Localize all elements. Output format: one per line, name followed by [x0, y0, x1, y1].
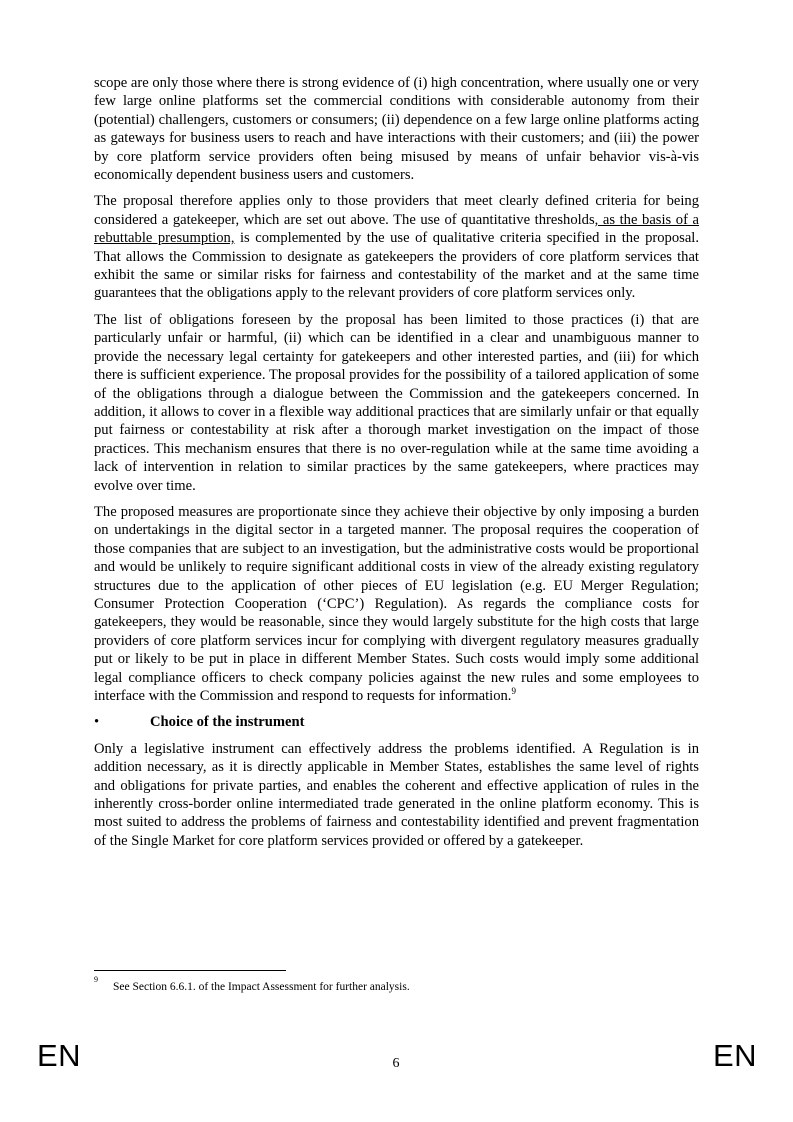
- footnote-number: 9: [94, 975, 98, 984]
- page-body: [94, 74, 699, 858]
- paragraph-obligations: [94, 311, 699, 495]
- paragraph-obligations-text: The list of obligations foreseen by the proposal has been limited to those practices (i) that are particularly unfair or harmful, (ii) which can be identified in a clear and unambiguous manner to provide the necessary legal certainty for gatekeepers and other interested parties, and (iii) for which there is sufficient experience. The proposal provides for the possibility of a tailored application of some of the obligations through a dialogue between the Commission and the gatekeepers concerned. In addition, it allows to cover in a flexible way additional practices that are similarly unfair or that equally put fairness or contestability at risk after a thorough market investigation on the impact of those practices. This mechanism ensures that there is no over-regulation while at the same time avoiding a lack of intervention in relation to similar practices by the same gatekeepers, where practices may evolve over time.: [94, 311, 699, 494]
- paragraph-gatekeeper-criteria: [94, 192, 699, 302]
- paragraph-proportionality: [94, 503, 699, 705]
- bullet-icon: •: [94, 714, 100, 731]
- footnote-divider: [94, 970, 286, 971]
- footnote: [94, 975, 699, 994]
- footer-language-right: EN: [713, 1038, 758, 1073]
- paragraph-gatekeeper-criteria-start: The proposal therefore applies only to those providers that meet clearly defined criteria for being considered a gatekeeper, which are set out above. The use of quantitative thresholds: [94, 193, 699, 228]
- footnote-text: See Section 6.6.1. of the Impact Assessment for further analysis.: [113, 981, 410, 993]
- underlined-rebuttable-presumption: , as the basis of a rebuttable presumption,: [94, 211, 700, 247]
- paragraph-choice-of-instrument: [94, 740, 699, 850]
- paragraph-scope-text: scope are only those where there is strong evidence of (i) high concentration, where usually one or very few large online platforms set the commercial conditions with considerable autonomy from their (potential) challengers, customers or consumers; (ii) dependence on a few large online platforms acting as gateways for business users to reach and have interactions with their customers; and (iii) the power by core platform service providers often being misused by means of unfair behavior vis-à-vis economically dependent business users and customers.: [94, 75, 699, 184]
- section-heading: [94, 713, 699, 731]
- paragraph-proportionality-text: The proposed measures are proportionate since they achieve their objective by only imposing a burden on undertakings in the digital sector in a targeted manner. The proposal requires the cooperation of those companies that are subject to an investigation, but the administrative costs would be proportional and would be unlikely to require significant additional costs in view of the already existing regulatory structures due to the application of other pieces of EU legislation (e.g. EU Merger Regulation; Consumer Protection Cooperation (‘CPC’) Regulation). As regards the compliance costs for gatekeepers, they would be reasonable, since they would largely substitute for the high costs that large providers of core platform services incur for complying with divergent regulatory measures gradually put or likely to be put in place in different Member States. Such costs would imply some additional legal compliance officers to check company policies against the new rules and some employees to interface with the Commission and respond to requests for information.: [94, 503, 699, 704]
- paragraph-scope: [94, 74, 699, 184]
- paragraph-gatekeeper-criteria-end: is complemented by the use of qualitative criteria specified in the proposal. That allows the Commission to designate as gatekeepers the providers of core platform services that exhibit the same or similar risks for fairness and contestability of the market and at the same time guarantees that the obligations apply to the relevant providers of core platform services only.: [94, 230, 699, 302]
- footer-language-left: EN: [37, 1038, 82, 1073]
- footnote-reference[interactable]: 9: [511, 686, 516, 697]
- page-number: 6: [392, 1056, 400, 1071]
- paragraph-choice-of-instrument-text: Only a legislative instrument can effectively address the problems identified. A Regulation is in addition necessary, as it is directly applicable in Member States, establishes the same level of rights and obligations for private parties, and enables the coherent and effective application of rules in the inherently cross-border online intermediated trade generated in the online platform economy. This is most suited to address the problems of fairness and contestability identified and prevent fragmentation of the Single Market for core platform services provided or offered by a gatekeeper.: [94, 740, 699, 849]
- section-heading-title: Choice of the instrument: [150, 714, 305, 731]
